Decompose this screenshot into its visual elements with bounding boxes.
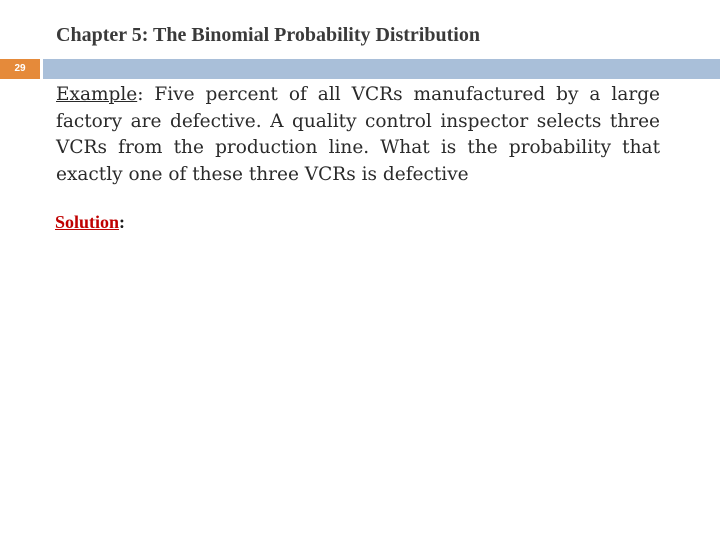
- example-separator: :: [137, 84, 144, 105]
- header-band: [43, 59, 720, 79]
- solution-heading: [55, 212, 125, 233]
- example-text: Five percent of all VCRs manufactured by a large factory are defective. A quality control inspector selects three VCRs from the production line. What is the probability that exactly one of these three VCRs is defective: [56, 84, 660, 185]
- slide-number: 29: [14, 63, 26, 74]
- slide-title: Chapter 5: The Binomial Probability Distribution: [56, 24, 480, 46]
- example-paragraph: [56, 82, 660, 188]
- solution-label: Solution: [55, 212, 120, 232]
- example-label: Example: [56, 84, 138, 105]
- solution-colon: :: [119, 212, 126, 232]
